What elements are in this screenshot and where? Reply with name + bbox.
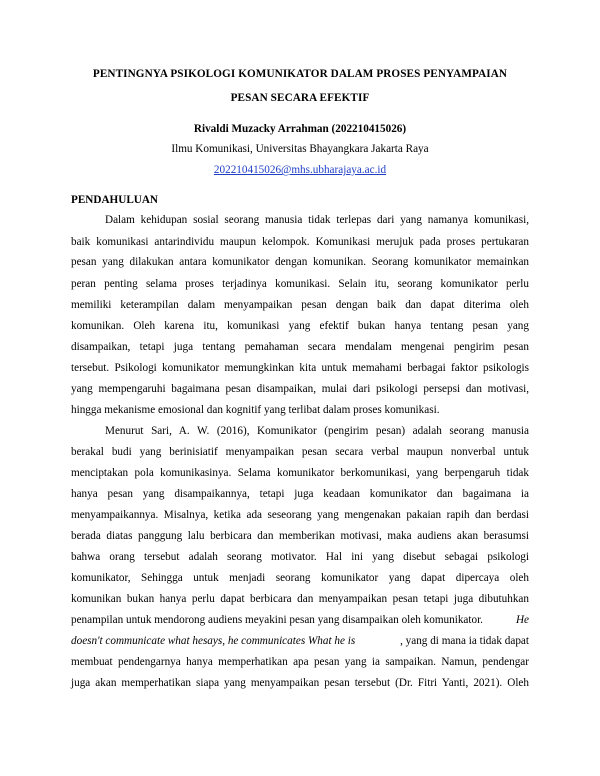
section-heading: PENDAHULUAN: [71, 194, 159, 206]
paragraph-1-line: tersebut. Psikologi komunikator memungkinkan kita untuk memahami berbagai faktor psikologis: [71, 362, 529, 374]
paragraph-2-line: menciptakan pola komunikasinya. Selama komunikator berkomunikasi, yang berpengaruh tidak: [71, 467, 529, 479]
paragraph-2-line: [71, 635, 529, 648]
paragraph-1-line: komunikan. Oleh karena itu, komunikasi yang efektif bukan hanya tentang pesan yang: [71, 320, 529, 332]
paragraph-1-line: hingga mekanisme emosional dan kognitif yang terlibat dalam proses komunikasi.: [71, 404, 440, 416]
paragraph-2-line: juga akan memperhatikan siapa yang menyampaikan pesan tersebut (Dr. Fitri Yanti, 2021). Oleh: [71, 677, 529, 689]
paragraph-2-line: hanya pesan yang disampaikannya, tetapi juga keadaan komunikator dan bagaimana ia: [71, 488, 529, 500]
email-link[interactable]: 202210415026@mhs.ubharajaya.ac.id: [213, 164, 387, 176]
paragraph-1-line: yang mempengaruhi bagaimana pesan disampaikan, mulai dari psikologi persepsi dan motivasi,: [71, 383, 529, 395]
paragraph-1-line: peran penting selama proses terjadinya komunikasi. Selain itu, seorang komunikator perlu: [71, 278, 529, 290]
paragraph-1-line: pesan yang dilakukan antara komunikator dengan komunikan. Seorang komunikator memainkan: [71, 256, 529, 268]
paragraph-2-line: [71, 614, 529, 627]
paragraph-2-line: bahwa orang tersebut adalah seorang motivator. Hal ini yang disebut sebagai psikologi: [71, 551, 529, 563]
paper-title-line-1: PENTINGNYA PSIKOLOGI KOMUNIKATOR DALAM PROSES PENYAMPAIAN: [92, 68, 508, 80]
paragraph-2-text: , yang di mana ia tidak dapat: [400, 635, 529, 647]
italic-quote-start: He: [515, 614, 529, 626]
paragraph-2-line: komunikan bukan hanya perlu dapat berbicara dan menyampaikan pesan tetapi juga dibutuhkan: [71, 593, 529, 605]
paragraph-2-line: menyampaikannya. Misalnya, ketika ada seseorang yang mengenakan pakaian rapih dan berdasi: [71, 509, 529, 521]
paper-title-line-2: PESAN SECARA EFEKTIF: [230, 92, 370, 104]
paragraph-2-line: berada diatas panggung lalu berbicara dan memberikan motivasi, maka audiens akan berasumsi: [71, 530, 529, 542]
paragraph-2-line: Menurut Sari, A. W. (2016), Komunikator (pengirim pesan) adalah seorang manusia: [105, 425, 529, 437]
paragraph-2-line: komunikator, Sehingga untuk menjadi seorang komunikator yang dapat dipercaya oleh: [71, 572, 529, 584]
italic-quote: doesn't communicate what hesays, he communicates What he is: [71, 635, 356, 647]
paragraph-2-line: membuat pendengarnya hanya memperhatikan apa pesan yang ia sampaikan. Namun, pendengar: [71, 656, 529, 668]
paragraph-1-line: memiliki keterampilan dalam menyampaikan pesan dengan baik dan dapat diterima oleh: [71, 299, 529, 311]
paragraph-2-line: berakal budi yang berinisiatif menyampaikan pesan secara verbal maupun nonverbal untuk: [71, 446, 529, 458]
paragraph-1-line: Dalam kehidupan sosial seorang manusia tidak terlepas dari yang namanya komunikasi,: [105, 214, 529, 226]
author-name: Rivaldi Muzacky Arrahman (202210415026): [193, 123, 407, 135]
affiliation: Ilmu Komunikasi, Universitas Bhayangkara Jakarta Raya: [171, 143, 429, 155]
paragraph-1-line: baik komunikasi antarindividu maupun kelompok. Komunikasi merujuk pada proses pertukaran: [71, 236, 529, 248]
paragraph-2-text: penampilan untuk mendorong audiens meyakini pesan yang disampaikan oleh komunikator.: [71, 614, 483, 626]
paragraph-1-line: disampaikan, tetapi juga tentang pemahaman secara mendalam mengenai pengirim pesan: [71, 341, 529, 353]
author-email: [0, 164, 600, 176]
